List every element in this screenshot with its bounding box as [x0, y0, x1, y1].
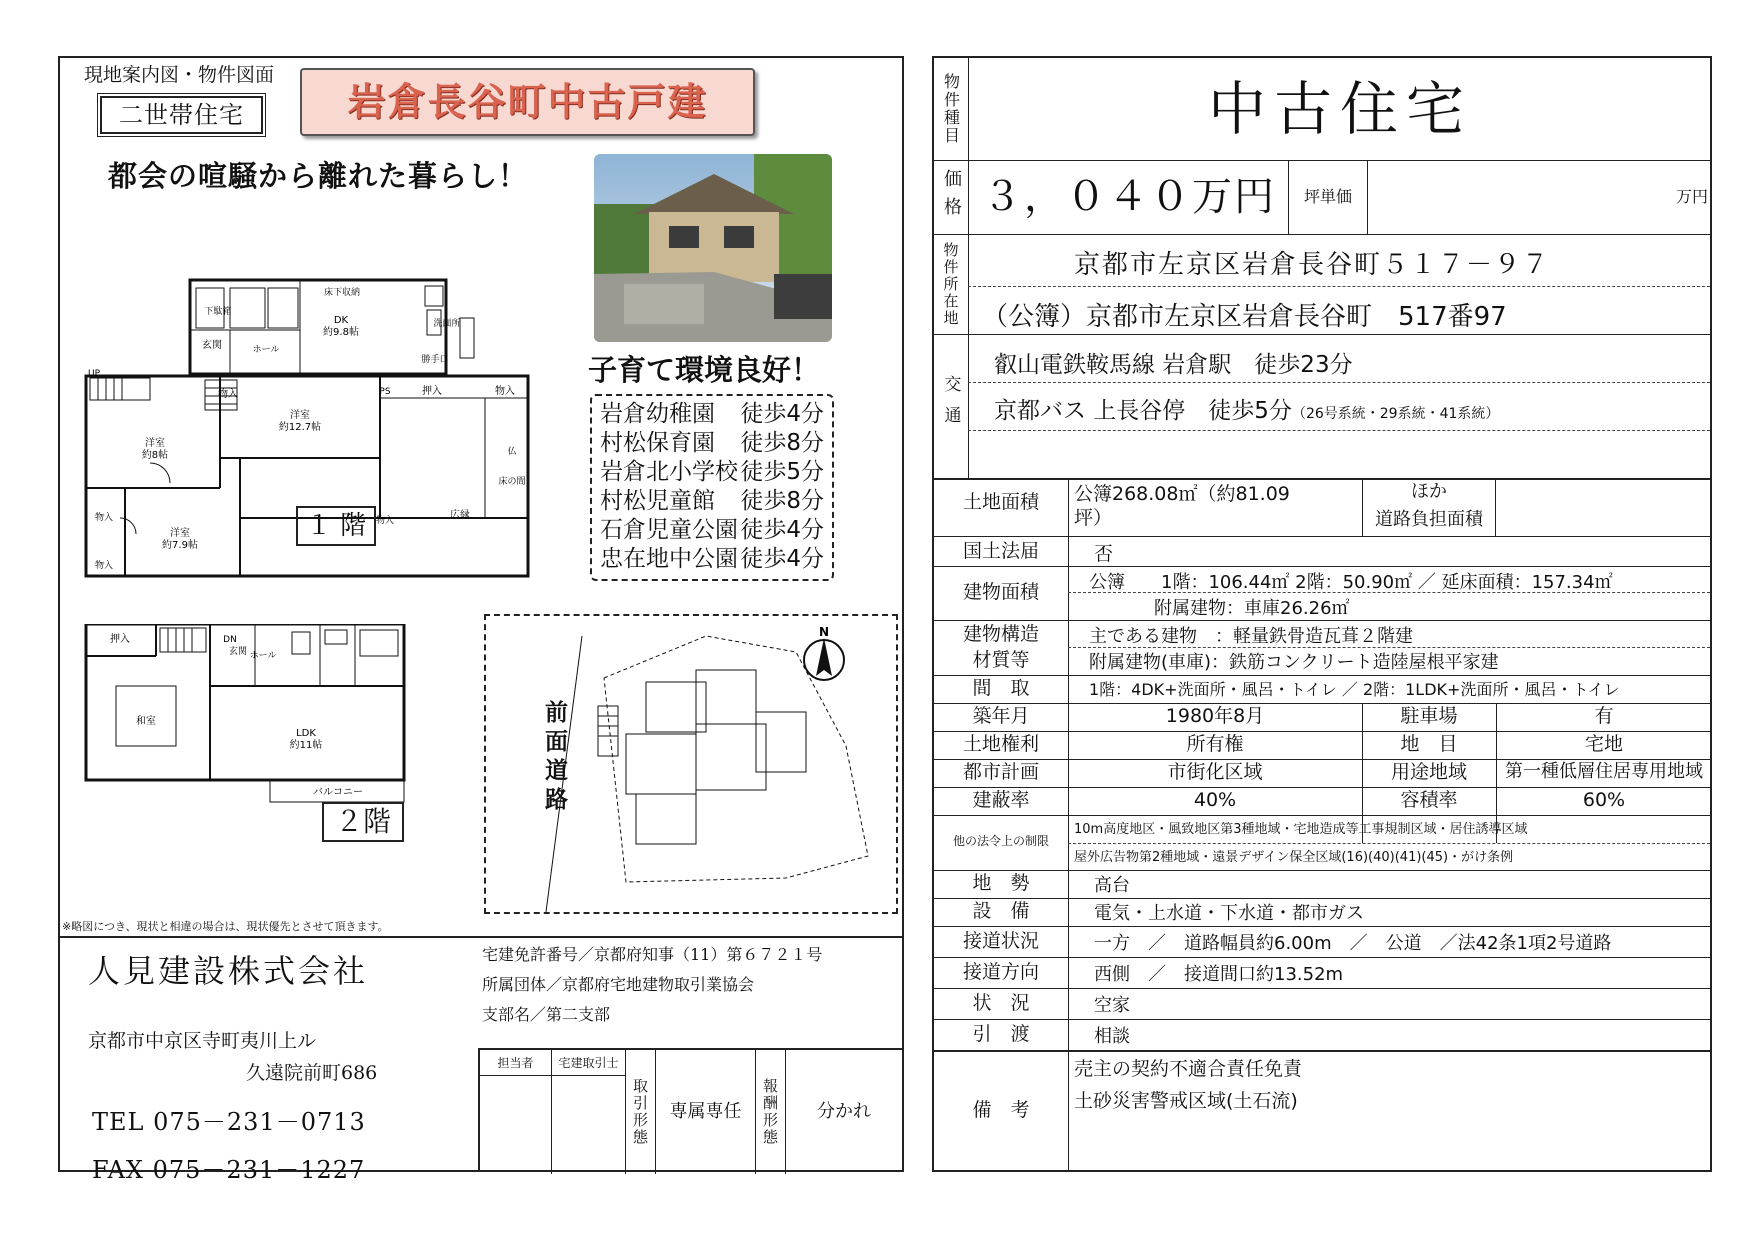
room-genkan-label: 玄関 [202, 340, 222, 351]
road-burden-label: 道路負担面積 [1375, 509, 1483, 530]
remarks-value1: 売主の契約不適合責任免責 [1074, 1058, 1303, 1080]
room-monoire3-label: 物入 [94, 513, 114, 523]
type-label: 物件種目 [941, 73, 961, 145]
room-yukashita-label: 床下収納 [323, 288, 361, 298]
two-generation-badge: 二世帯住宅 [100, 96, 263, 134]
zoning-label: 用途地域 [1390, 761, 1467, 783]
deal-tantou-cell [480, 1050, 552, 1174]
deal-keitai-value: 専属専任 [656, 1050, 756, 1174]
location-label: 物件所在地 [941, 241, 960, 327]
company-divider [60, 936, 902, 938]
direction-label: 接道方向 [962, 961, 1039, 983]
room-ns-label: 洗面所 [433, 319, 461, 329]
parking-value: 有 [1594, 705, 1614, 727]
far-label: 容積率 [1400, 789, 1458, 811]
land-area-value: 公簿268.08㎡（約81.09坪） [1074, 483, 1290, 529]
room-oshiire-label: 押入 [422, 386, 442, 397]
built-label: 築年月 [972, 705, 1030, 727]
facility-row: 石倉児童公園 徒歩4分 [600, 517, 824, 543]
facility-row: 岩倉幼稚園 徒歩4分 [600, 401, 824, 427]
child-env-heading: 子育て環境良好！ [588, 353, 821, 387]
deal-keitai-label: 取引形態 [626, 1050, 656, 1174]
road-burden-cell [1362, 478, 1496, 536]
address-registry: （公簿）京都市左京区岩倉長谷町 517番97 [982, 302, 1507, 332]
floor1-plan [80, 218, 590, 618]
structure-value2: 附属建物(車庫)：鉄筋コンクリート造陸屋根平家建 [1089, 652, 1499, 673]
stair-up-label: UP [87, 369, 101, 379]
deal-table [478, 1048, 902, 1172]
f2-washitsu-label: 和室 [136, 716, 156, 727]
built-value: 1980年8月 [1165, 705, 1265, 727]
far-value: 60% [1582, 789, 1626, 811]
company-address1: 京都市中京区寺町夷川上ル [88, 1030, 317, 1052]
remarks-label: 備 考 [972, 1099, 1030, 1121]
transport-2: 京都バス 上長谷停 徒歩5分（26号系統・29系統・41系統） [994, 398, 1500, 424]
room-dk-label: DK [333, 315, 349, 326]
terrain-value: 高台 [1094, 875, 1130, 896]
room-hiroen-label: 広縁 [450, 510, 470, 521]
north-label: N [818, 625, 830, 639]
room-katteguchi-label: 勝手口 [421, 355, 449, 365]
structure-label2: 材質等 [972, 649, 1030, 671]
transport-label: 交通 [940, 375, 961, 437]
title-banner [300, 68, 755, 136]
city-plan-value: 市街化区域 [1167, 761, 1263, 783]
structure-label1: 建物構造 [962, 623, 1039, 645]
deal-tantou-label: 担当者 [480, 1050, 551, 1076]
license-number: 宅建免許番号／京都府知事（11）第６７２１号 [482, 945, 823, 964]
room-geta-label: 下駄箱 [204, 307, 232, 317]
tsubo-label: 坪単価 [1288, 160, 1368, 234]
facility-row: 岩倉北小学校 徒歩5分 [600, 459, 824, 485]
company-fax: FAX 075－231－1227 [92, 1156, 366, 1184]
facility-row: 忠在地中公園 徒歩4分 [600, 546, 824, 572]
room-w8-size: 約8帖 [141, 450, 169, 461]
company-name: 人見建設株式会社 [88, 952, 369, 990]
room-dk-size: 約9.8帖 [323, 327, 359, 338]
building-area-value1: 公簿 1階：106.44㎡ 2階：50.90㎡ ／ 延床面積：157.34㎡ [1089, 572, 1613, 593]
building-area-value2: 附属建物：車庫26.26㎡ [1154, 598, 1350, 619]
f2-genkan-label: 玄関 [228, 647, 248, 657]
building-area-label: 建物面積 [962, 581, 1039, 603]
chimoku-value: 宅地 [1584, 733, 1623, 755]
f2-ldk-size: 約11帖 [289, 740, 323, 751]
facility-row: 村松児童館 徒歩8分 [600, 488, 824, 514]
parking-label: 駐車場 [1400, 705, 1458, 727]
room-w79-label: 洋室 [170, 528, 190, 539]
kokudo-value: 否 [1094, 543, 1114, 565]
status-value: 空家 [1094, 995, 1130, 1016]
room-hall-label: ホール [252, 345, 280, 355]
facility-label: 設 備 [972, 900, 1030, 922]
facility-row: 村松保育園 徒歩8分 [600, 430, 824, 456]
handover-label: 引 渡 [972, 1023, 1030, 1045]
city-plan-label: 都市計画 [962, 761, 1039, 783]
terrain-label: 地 勢 [972, 872, 1030, 894]
land-area-label: 土地面積 [962, 491, 1039, 513]
disclaimer: ※略図につき、現状と相違の場合は、現状優先とさせて頂きます。 [62, 920, 389, 933]
room-monoire2-label: 物入 [495, 386, 515, 397]
land-right-label: 土地権利 [962, 733, 1039, 755]
deal-torihikishi-label: 宅建取引士 [552, 1050, 625, 1076]
room-monoire5-label: 物入 [375, 516, 395, 526]
tokonoma-label: 床の間 [498, 477, 526, 487]
road-burden-note: ほか [1411, 481, 1447, 502]
branch: 支部名／第二支部 [482, 1005, 611, 1024]
price-value: ３，０４０万円 [982, 174, 1276, 220]
facility-value: 電気・上水道・下水道・都市ガス [1094, 903, 1364, 924]
company-underline [88, 988, 418, 1018]
f2-oshiire-label: 押入 [110, 634, 130, 645]
headline: 都会の喧騒から離れた暮らし！ [108, 159, 529, 193]
ps-label: PS [379, 387, 391, 397]
road-label: 接道状況 [962, 930, 1039, 952]
handover-value: 相談 [1094, 1026, 1130, 1047]
bcr-label: 建蔽率 [972, 789, 1030, 811]
zoning-value: 第一種低層住居専用地域 [1505, 761, 1703, 782]
butsudan-label: 仏 [507, 447, 517, 457]
spec-right-panel [932, 56, 1712, 1172]
banner-title: 岩倉長谷町中古戸建 [347, 80, 708, 124]
north-arrow-icon [802, 624, 846, 684]
remarks-value2: 土砂災害警戒区域(土石流) [1074, 1090, 1298, 1112]
flyer-left-panel [58, 56, 904, 1184]
deal-houshu-value: 分かれ [817, 1101, 871, 1122]
tsubo-unit: 万円 [1675, 187, 1708, 206]
layout-value: 1階：4DK+洗面所・風呂・トイレ ／ 2階：1LDK+洗面所・風呂・トイレ [1089, 680, 1620, 699]
facility-list [590, 394, 834, 581]
land-right-value: 所有権 [1186, 733, 1244, 755]
room-w8-label: 洋室 [145, 438, 165, 449]
layout-label: 間 取 [972, 677, 1030, 699]
front-road-label: 前面道路 [541, 700, 567, 816]
floor1-label: １ 階 [296, 506, 376, 546]
structure-value1: 主である建物 ：軽量鉄骨造瓦葺２階建 [1089, 626, 1413, 647]
f2-balcony-label: バルコニー [313, 787, 363, 798]
direction-value: 西側 ／ 接道間口約13.52m [1094, 964, 1344, 985]
chimoku-label: 地 目 [1400, 733, 1458, 755]
house-photo [594, 154, 832, 342]
top-caption: 現地案内図・物件図面 [84, 64, 275, 86]
f2-hall-label: ホール [249, 651, 277, 661]
other-law-label: 他の法令上の制限 [952, 834, 1049, 848]
f2-ldk-label: LDK [296, 728, 316, 739]
association: 所属団体／京都府宅地建物取引業協会 [482, 975, 755, 994]
deal-houshu-label: 報酬形態 [756, 1050, 786, 1174]
room-monoire-label: 物入 [218, 389, 238, 400]
address: 京都市左京区岩倉長谷町５１７－９７ [1074, 250, 1551, 280]
price-label: 価格 [941, 169, 962, 225]
company-tel: TEL 075－231－0713 [92, 1108, 366, 1136]
room-w127-size: 約12.7帖 [278, 422, 322, 433]
kokudo-label: 国土法届 [962, 540, 1039, 562]
status-label: 状 況 [972, 992, 1030, 1014]
type-value: 中古住宅 [1207, 75, 1472, 143]
f2-dn-label: DN [223, 635, 237, 645]
room-w127-label: 洋室 [290, 410, 310, 421]
company-address2: 久遠院前町686 [246, 1062, 378, 1084]
room-w79-size: 約7.9帖 [162, 540, 198, 551]
floor2-plan [80, 624, 420, 804]
site-map [484, 614, 898, 914]
road-value: 一方 ／ 道路幅員約6.00m ／ 公道 ／法42条1項2号道路 [1094, 933, 1612, 954]
other-law-value1: 10m高度地区・風致地区第3種地域・宅地造成等工事規制区域・居住誘導区域 [1074, 822, 1528, 837]
bcr-value: 40% [1193, 789, 1237, 811]
other-law-value2: 屋外広告物第2種地域・遠景デザイン保全区域(16)(40)(41)(45)・がけ条例 [1074, 850, 1514, 865]
room-monoire4-label: 物入 [94, 561, 114, 571]
transport-1: 叡山電鉄鞍馬線 岩倉駅 徒歩23分 [994, 352, 1353, 378]
floor2-label: ２階 [322, 802, 404, 842]
deal-torihikishi-cell [552, 1050, 626, 1174]
